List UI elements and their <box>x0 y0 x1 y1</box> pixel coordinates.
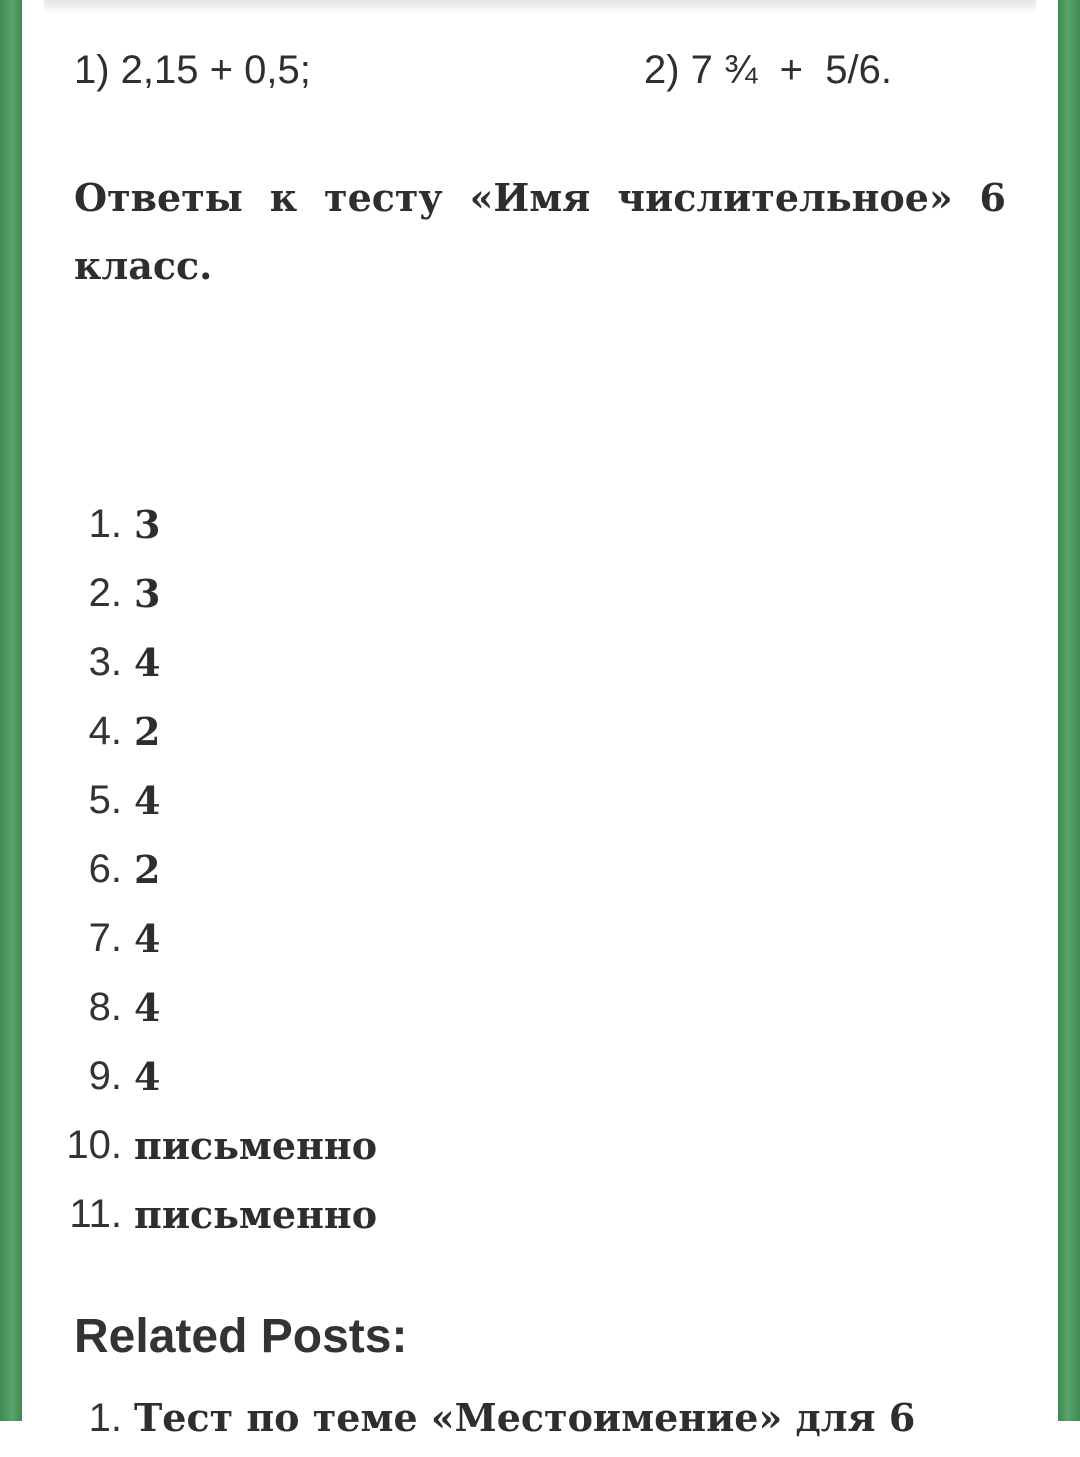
answer-value: 4 <box>134 778 161 823</box>
answer-value: 4 <box>134 916 161 961</box>
answer-number: 9. <box>88 1054 122 1098</box>
answer-value: 4 <box>134 1054 161 1099</box>
answer-value: 3 <box>134 502 161 547</box>
answer-value: письменно <box>134 1123 378 1168</box>
related-post-number: 1. <box>88 1396 122 1440</box>
right-green-border <box>1058 0 1080 1421</box>
answers-heading: Ответы к тесту «Имя числительное» 6 класс. <box>74 175 1006 288</box>
answer-value: 3 <box>134 571 161 616</box>
top-edge-shadow <box>44 0 1036 14</box>
related-post-link[interactable]: Тест по теме «Местоимение» для 6 <box>134 1395 916 1440</box>
left-green-border <box>0 0 22 1421</box>
related-posts-heading: Related Posts: <box>74 1310 408 1363</box>
answer-value: 2 <box>134 709 161 754</box>
answer-value: письменно <box>134 1192 378 1237</box>
answer-number: 5. <box>88 778 122 822</box>
answer-number: 6. <box>88 847 122 891</box>
answer-number: 7. <box>88 916 122 960</box>
exercise-1: 1) 2,15 + 0,5; <box>74 48 311 92</box>
answer-value: 4 <box>134 640 161 685</box>
answer-value: 4 <box>134 985 161 1030</box>
answer-number: 4. <box>88 709 122 753</box>
article-content <box>22 0 1058 1440</box>
answer-number: 10. <box>66 1123 122 1167</box>
answer-number: 2. <box>88 571 122 615</box>
answer-number: 3. <box>88 640 122 684</box>
answer-number: 11. <box>69 1192 122 1236</box>
answer-value: 2 <box>134 847 161 892</box>
exercise-2: 2) 7 ¾ + 5/6. <box>644 48 892 92</box>
answer-number: 1. <box>88 502 122 546</box>
answer-number: 8. <box>88 985 122 1029</box>
